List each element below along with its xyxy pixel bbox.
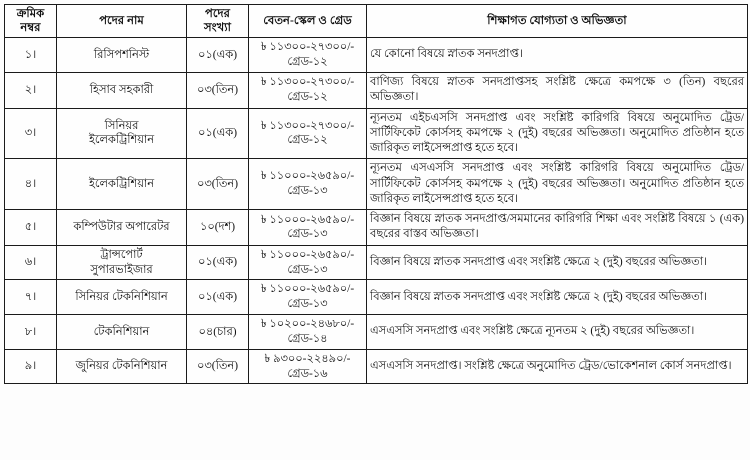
row-post-name [57,315,187,350]
row-post-name [57,159,187,210]
table-row [5,315,748,350]
row-post-name [57,349,187,384]
row-qualification: যে কোনো বিষয়ে স্নাতক সনদপ্রাপ্ত। [367,38,748,73]
row-pay-scale [249,349,367,384]
row-pay-scale [249,245,367,280]
row-serial: ৫। [5,210,57,246]
row-post-name-line1: ট্রান্সপোর্ট [100,248,143,261]
row-qualification: বিজ্ঞান বিষয়ে স্নাতক সনদপ্রাপ্ত এবং সংশ্লিষ্ট ক্ষেত্রে ২ (দুই) বছরের অভিজ্ঞতা। [367,280,748,315]
row-post-count: ০৩(তিন) [187,159,249,210]
table-row [5,38,748,73]
row-pay-scale-amount: ৳ ১১৩০০-২৭৩০০/- [260,76,355,89]
row-post-name-line1: সিনিয়র টেকনিশিয়ান [75,290,168,303]
column-header-pay-scale-line1: বেতন-স্কেল ও গ্রেড [263,14,352,28]
row-pay-scale-grade: গ্রেড-১২ [287,56,328,69]
column-header-serial-line1: ক্রমিক [16,7,45,20]
row-post-name-line1: জুনিয়র টেকনিশিয়ান [75,360,168,373]
row-post-count: ০১(এক) [187,280,249,315]
table-row [5,245,748,280]
row-pay-scale [249,280,367,315]
table-header-row [5,5,748,38]
table-row [5,349,748,384]
row-post-name-line1: কম্পিউটার অপারেটর [73,221,170,234]
row-pay-scale-grade: গ্রেড-১২ [287,91,328,104]
row-pay-scale [249,315,367,350]
row-post-name-line1: ইলেকট্রিশিয়ান [88,177,155,190]
row-post-name [57,210,187,246]
row-post-name-line2: সুপারভাইজার [90,263,153,276]
row-qualification: বিজ্ঞান বিষয়ে স্নাতক সনদপ্রাপ্ত/সমমানের কারিগরি শিক্ষা এবং সংশ্লিষ্ট বিষয়ে ১ (এক) বছরের বাস্তব অভিজ্ঞতা। [367,210,748,246]
row-post-count: ০১(এক) [187,108,249,159]
row-pay-scale [249,108,367,159]
row-post-name [57,280,187,315]
column-header-qualification [367,5,748,38]
row-post-count: ০৩(তিন) [187,72,249,108]
row-serial: ৬। [5,245,57,280]
row-qualification: বিজ্ঞান বিষয়ে স্নাতক সনদপ্রাপ্ত এবং সংশ্লিষ্ট ক্ষেত্রে ২ (দুই) বছরের অভিজ্ঞতা। [367,245,748,280]
row-qualification: এসএসসি সনদপ্রাপ্ত এবং সংশ্লিষ্ট ক্ষেত্রে ন্যূনতম ২ (দুই) বছরের অভিজ্ঞতা। [367,315,748,350]
row-pay-scale-amount: ৳ ১১০০০-২৬৫৯০/- [260,248,355,261]
table-row [5,210,748,246]
row-serial: ১। [5,38,57,73]
row-post-name-line1: টেকনিশিয়ান [93,325,150,338]
row-post-name [57,245,187,280]
column-header-post-count-line1: পদের [205,7,230,20]
row-post-name-line1: সিনিয়র [104,119,139,132]
row-pay-scale [249,210,367,246]
row-post-name [57,72,187,108]
row-post-name-line1: হিসাব সহকারী [89,83,154,96]
row-pay-scale-amount: ৳ ৯৩০০-২২৪৯০/- [264,352,351,365]
table-row [5,159,748,210]
row-pay-scale [249,38,367,73]
row-qualification: ন্যূনতম এইচএসসি সনদপ্রাপ্ত এবং সংশ্লিষ্ট কারিগরি বিষয়ে অনুমোদিত ট্রেড/সার্টিফিকেট কোর্সসহ কমপক্ষে ২ (দুই) বছরের অভিজ্ঞতা। অনুমোদিত প্রতিষ্ঠান হতে জারিকৃত লাইসেন্সপ্রাপ্ত হতে হবে। [367,108,748,159]
row-pay-scale-amount: ৳ ১১০০০-২৬৫৯০/- [260,283,355,296]
column-header-serial [5,5,57,38]
column-header-post-count-line2: সংখ্যা [204,21,231,35]
row-post-name [57,108,187,159]
row-pay-scale-grade: গ্রেড-১৪ [287,332,328,345]
row-qualification: এসএসসি সনদপ্রাপ্ত। সংশ্লিষ্ট ক্ষেত্রে অনুমোদিত ট্রেড/ভোকেশনাল কোর্স সনদপ্রাপ্ত। [367,349,748,384]
row-post-count: ০৪(চার) [187,315,249,350]
row-post-count: ১০(দশ) [187,210,249,246]
row-pay-scale-amount: ৳ ১১৩০০-২৭৩০০/- [260,119,355,132]
row-pay-scale-amount: ৳ ১০২০০-২৪৬৮০/- [260,318,355,331]
table-header [5,5,748,38]
row-post-count: ০১(এক) [187,245,249,280]
column-header-serial-line2: নম্বর [20,21,41,35]
row-post-count: ০১(এক) [187,38,249,73]
table-row [5,108,748,159]
row-pay-scale-grade: গ্রেড-১৩ [287,228,328,241]
row-post-name [57,38,187,73]
job-posts-table [4,4,748,384]
row-serial: ২। [5,72,57,108]
row-pay-scale-grade: গ্রেড-১৬ [287,367,328,380]
row-pay-scale-grade: গ্রেড-১২ [287,134,328,147]
row-serial: ৭। [5,280,57,315]
column-header-post-name-line1: পদের নাম [99,14,144,28]
table-body [5,38,748,384]
row-serial: ৯। [5,349,57,384]
row-qualification: বাণিজ্য বিষয়ে স্নাতক সনদপ্রাপ্তসহ সংশ্লিষ্ট ক্ষেত্রে কমপক্ষে ৩ (তিন) বছরের অভিজ্ঞতা। [367,72,748,108]
row-pay-scale-amount: ৳ ১১৩০০-২৭৩০০/- [260,41,355,54]
row-serial: ৮। [5,315,57,350]
row-post-name-line1: রিসিপশনিস্ট [93,48,150,61]
row-pay-scale-grade: গ্রেড-১৩ [287,263,328,276]
row-qualification: ন্যূনতম এসএসসি সনদপ্রাপ্ত এবং সংশ্লিষ্ট কারিগরি বিষয়ে অনুমোদিত ট্রেড/সার্টিফিকেট কোর্সসহ কমপক্ষে ২ (দুই) বছরের অভিজ্ঞতা। অনুমোদিত প্রতিষ্ঠান হতে জারিকৃত লাইসেন্সপ্রাপ্ত হতে হবে। [367,159,748,210]
column-header-qualification-line1: শিক্ষাগত যোগ্যতা ও অভিজ্ঞতা [487,14,627,28]
table-row [5,280,748,315]
column-header-post-count [187,5,249,38]
row-pay-scale [249,159,367,210]
row-pay-scale-grade: গ্রেড-১৩ [287,185,328,198]
column-header-post-name [57,5,187,38]
row-pay-scale-grade: গ্রেড-১৩ [287,298,328,311]
row-post-name-line2: ইলেকট্রিশিয়ান [88,134,155,147]
row-serial: ৩। [5,108,57,159]
table-row [5,72,748,108]
row-pay-scale [249,72,367,108]
row-pay-scale-amount: ৳ ১১০০০-২৬৫৯০/- [260,213,355,226]
row-pay-scale-amount: ৳ ১১০০০-২৬৫৯০/- [260,170,355,183]
row-post-count: ০৩(তিন) [187,349,249,384]
row-serial: ৪। [5,159,57,210]
column-header-pay-scale [249,5,367,38]
